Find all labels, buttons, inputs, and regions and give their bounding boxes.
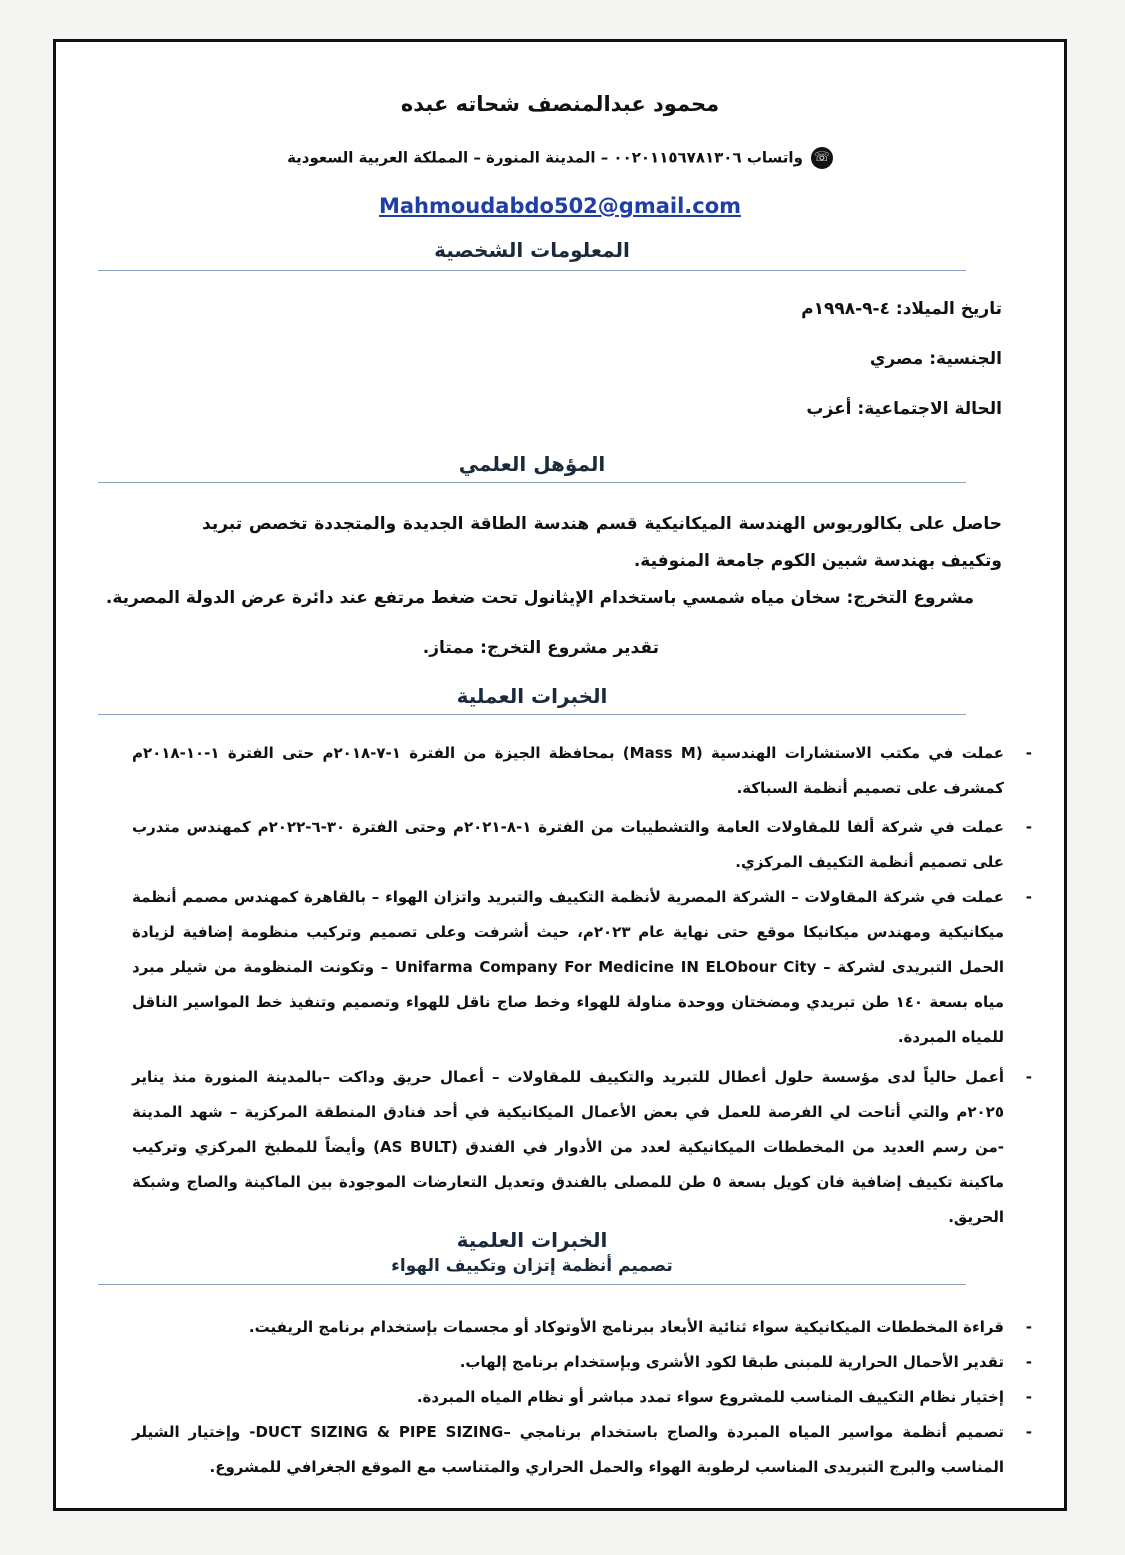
skill-item: - تصميم أنظمة مواسير المياه المبردة والصاج باستخدام برنامجي –DUCT SIZING & PIPE SIZING- وإختيار الشيلر المناسب والبرج التبريدى المناسب لرطوبة الهواء والحمل الحراري والمتناسب مع الموقع الجغرافي للمشروع. <box>132 1415 1004 1485</box>
experience-item: - عملت في شركة ألفا للمقاولات العامة والتشطيبات من الفترة ١-٨-٢٠٢١م وحتى الفترة ٣٠-٦-٢٠٢٢م كمهندس متدرب على تصميم أنظمة التكييف المركزي. <box>132 810 1004 880</box>
email-link[interactable]: Mahmoudabdo502@gmail.com <box>378 194 742 218</box>
section-subtitle: تصميم أنظمة إتزان وتكييف الهواء <box>391 1256 673 1276</box>
marital-status: الحالة الاجتماعية: أعزب <box>806 399 1002 419</box>
person-name: محمود عبدالمنصف شحاته عبده <box>400 92 720 116</box>
section-title-scientific: الخبرات العلمية <box>456 1228 608 1252</box>
nationality: الجنسية: مصري <box>869 349 1002 369</box>
section-title-personal: المعلومات الشخصية <box>434 238 630 262</box>
divider <box>98 714 966 715</box>
phone-icon: ☏ <box>811 147 833 169</box>
bullet-dash: - <box>1025 818 1032 836</box>
contact-line <box>56 147 1064 169</box>
graduation-project: مشروع التخرج: سخان مياه شمسي باستخدام الإيثانول تحت ضغط مرتفع عند دائرة عرض الدولة المصرية. <box>105 588 974 608</box>
cv-page <box>53 39 1067 1511</box>
divider <box>98 482 966 483</box>
experience-item: - عملت في مكتب الاستشارات الهندسية (Mass M) بمحافظة الجيزة من الفترة ١-٧-٢٠١٨م حتى الفترة ١-١٠-٢٠١٨م كمشرف على تصميم أنظمة السباكة. <box>132 736 1004 806</box>
degree-text: حاصل على بكالوريوس الهندسة الميكانيكية قسم هندسة الطاقة الجديدة والمتجددة تخصص تبريد وتكييف بهندسة شبين الكوم جامعة المنوفية. <box>202 514 1002 571</box>
skill-item: - تقدير الأحمال الحرارية للمبنى طبقا لكود الأشرى وبإستخدام برنامج إلهاب. <box>132 1345 1004 1380</box>
bullet-dash: - <box>1025 1388 1032 1406</box>
experience-item: - عملت في شركة المقاولات – الشركة المصرية لأنظمة التكييف والتبريد واتزان الهواء – بالقاهرة كمهندس مصمم أنظمة ميكانيكية ومهندس ميكانيكا موقع حتى نهاية عام ٢٠٢٣م، حيث أشرفت وعلى تصميم وتركيب منظومة إضافية لزيادة الحمل التبريدى لشركة – Unifarma Company For Medicine IN ELObour City – وتكونت المنظومة من شيلر مبرد مياه بسعة ١٤٠ طن تبريدي ومضختان ووحدة مناولة للهواء وخط صاج ناقل للهواء وتصميم وتنفيذ خط المواسير الناقل للمياه المبردة. <box>132 880 1004 1055</box>
section-title-education: المؤهل العلمي <box>458 452 606 476</box>
divider <box>98 270 966 271</box>
bullet-dash: - <box>1025 744 1032 762</box>
project-grade: تقدير مشروع التخرج: ممتاز. <box>422 638 659 658</box>
bullet-dash: - <box>1025 1423 1032 1441</box>
birth-date: تاريخ الميلاد: ٤-٩-١٩٩٨م <box>801 299 1002 319</box>
experience-item: - أعمل حالياً لدى مؤسسة حلول أعطال للتبريد والتكييف للمقاولات – أعمال حريق وداكت –بالمدينة المنورة منذ يناير ٢٠٢٥م والتي أتاحت لي الفرصة للعمل في بعض الأعمال الميكانيكية في أحد فنادق المنطقة المركزية – شهد المدينة -من رسم العديد من المخططات الميكانيكية لعدد من الأدوار في الفندق (AS BULT) وأيضاً للمطبخ المركزي وتركيب ماكينة تكييف إضافية فان كويل بسعة ٥ طن للمصلى بالفندق وتعديل التعارضات الموجودة بين الماكينة والصاج وشبكة الحريق. <box>132 1060 1004 1235</box>
bullet-dash: - <box>1025 1353 1032 1371</box>
section-title-experience: الخبرات العملية <box>456 684 608 708</box>
bullet-dash: - <box>1025 888 1032 906</box>
skill-item: - قراءة المخططات الميكانيكية سواء ثنائية الأبعاد ببرنامج الأوتوكاد أو مجسمات بإستخدام برنامج الريفيت. <box>132 1310 1004 1345</box>
bullet-dash: - <box>1025 1318 1032 1336</box>
divider <box>98 1284 966 1285</box>
contact-text: واتساب ٠٠٢٠١١٥٦٧٨١٣٠٦ – المدينة المنورة – المملكة العربية السعودية <box>287 148 803 167</box>
skill-item: - إختيار نظام التكييف المناسب للمشروع سواء تمدد مباشر أو نظام المياه المبردة. <box>132 1380 1004 1415</box>
bullet-dash: - <box>1025 1068 1032 1086</box>
